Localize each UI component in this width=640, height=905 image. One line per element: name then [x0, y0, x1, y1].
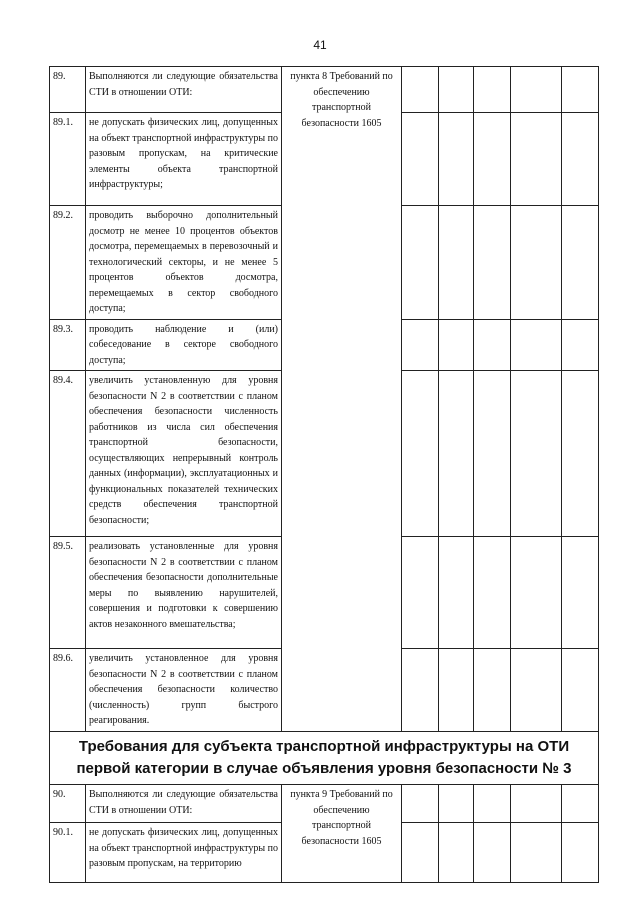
answer-cell [402, 649, 439, 732]
row-number: 89.2. [50, 206, 86, 320]
answer-cell [402, 319, 439, 371]
answer-cell [511, 206, 562, 320]
answer-cell [511, 649, 562, 732]
section-heading-row [50, 732, 599, 785]
answer-cell [474, 319, 511, 371]
answer-cell [562, 649, 599, 732]
answer-cell [439, 371, 474, 537]
answer-cell [474, 113, 511, 206]
answer-cell [511, 371, 562, 537]
answer-cell [402, 785, 439, 823]
row-text: Выполняются ли следующие обязательства СТИ в отношении ОТИ: [86, 67, 282, 113]
row-text: не допускать физических лиц, допущенных на объект транспортной инфраструктуры по разовым пропускам, на территорию [86, 823, 282, 883]
answer-cell [402, 371, 439, 537]
row-text: реализовать установленные для уровня безопасности N 2 в соответствии с планом обеспечения безопасности дополнительные меры по выявлению нарушителей, совершения и подготовки к совершению актов незаконного вмешательства; [86, 537, 282, 649]
answer-cell [511, 67, 562, 113]
row-number: 89.6. [50, 649, 86, 732]
row-number: 89.3. [50, 319, 86, 371]
answer-cell [511, 823, 562, 883]
row-text: Выполняются ли следующие обязательства СТИ в отношении ОТИ: [86, 785, 282, 823]
answer-cell [439, 537, 474, 649]
answer-cell [439, 113, 474, 206]
row-number: 89.4. [50, 371, 86, 537]
answer-cell [474, 206, 511, 320]
answer-cell [402, 823, 439, 883]
row-text: увеличить установленную для уровня безопасности N 2 в соответствии с планом обеспечения безопасности численность работников из числа сил обеспечения транспортной безопасности, осуществляющих непрерывный контроль данных (информации), эксплуатационных и функциональных показателей технических средств обеспечения транспортной безопасности; [86, 371, 282, 537]
answer-cell [439, 67, 474, 113]
answer-cell [562, 785, 599, 823]
table-row [50, 785, 599, 823]
row-text: проводить выборочно дополнительный досмотр не менее 10 процентов объектов досмотра, перемещаемых в перевозочный и технологический секторы, и не менее 5 процентов объектов досмотра, перемещаемых в сектор свободного доступа; [86, 206, 282, 320]
answer-cell [474, 67, 511, 113]
answer-cell [474, 785, 511, 823]
row-text: проводить наблюдение и (или) собеседование в секторе свободного доступа; [86, 319, 282, 371]
answer-cell [511, 319, 562, 371]
row-text: не допускать физических лиц, допущенных на объект транспортной инфраструктуры по разовым пропускам, на критические элементы объекта транспортной инфраструктуры; [86, 113, 282, 206]
answer-cell [439, 823, 474, 883]
reference-cell: пункта 9 Требований по обеспечению транспортной безопасности 1605 [282, 785, 402, 883]
answer-cell [474, 371, 511, 537]
section-heading: Требования для субъекта транспортной инфраструктуры на ОТИ первой категории в случае объявления уровня безопасности № 3 [50, 732, 599, 785]
row-number: 90.1. [50, 823, 86, 883]
answer-cell [511, 785, 562, 823]
answer-cell [562, 319, 599, 371]
answer-cell [439, 649, 474, 732]
answer-cell [439, 785, 474, 823]
answer-cell [562, 537, 599, 649]
answer-cell [562, 113, 599, 206]
table-row [50, 67, 599, 113]
answer-cell [474, 649, 511, 732]
answer-cell [402, 537, 439, 649]
row-text: увеличить установленное для уровня безопасности N 2 в соответствии с планом обеспечения безопасности количество (численность) групп быстрого реагирования. [86, 649, 282, 732]
answer-cell [474, 823, 511, 883]
answer-cell [511, 113, 562, 206]
answer-cell [562, 371, 599, 537]
answer-cell [439, 319, 474, 371]
answer-cell [562, 206, 599, 320]
requirements-table [49, 66, 599, 883]
answer-cell [562, 67, 599, 113]
row-number: 89. [50, 67, 86, 113]
page-number: 41 [313, 38, 327, 52]
answer-cell [474, 537, 511, 649]
reference-cell: пункта 8 Требований по обеспечению транспортной безопасности 1605 [282, 67, 402, 732]
answer-cell [402, 206, 439, 320]
answer-cell [511, 537, 562, 649]
answer-cell [402, 113, 439, 206]
row-number: 89.1. [50, 113, 86, 206]
answer-cell [402, 67, 439, 113]
answer-cell [439, 206, 474, 320]
row-number: 90. [50, 785, 86, 823]
row-number: 89.5. [50, 537, 86, 649]
answer-cell [562, 823, 599, 883]
